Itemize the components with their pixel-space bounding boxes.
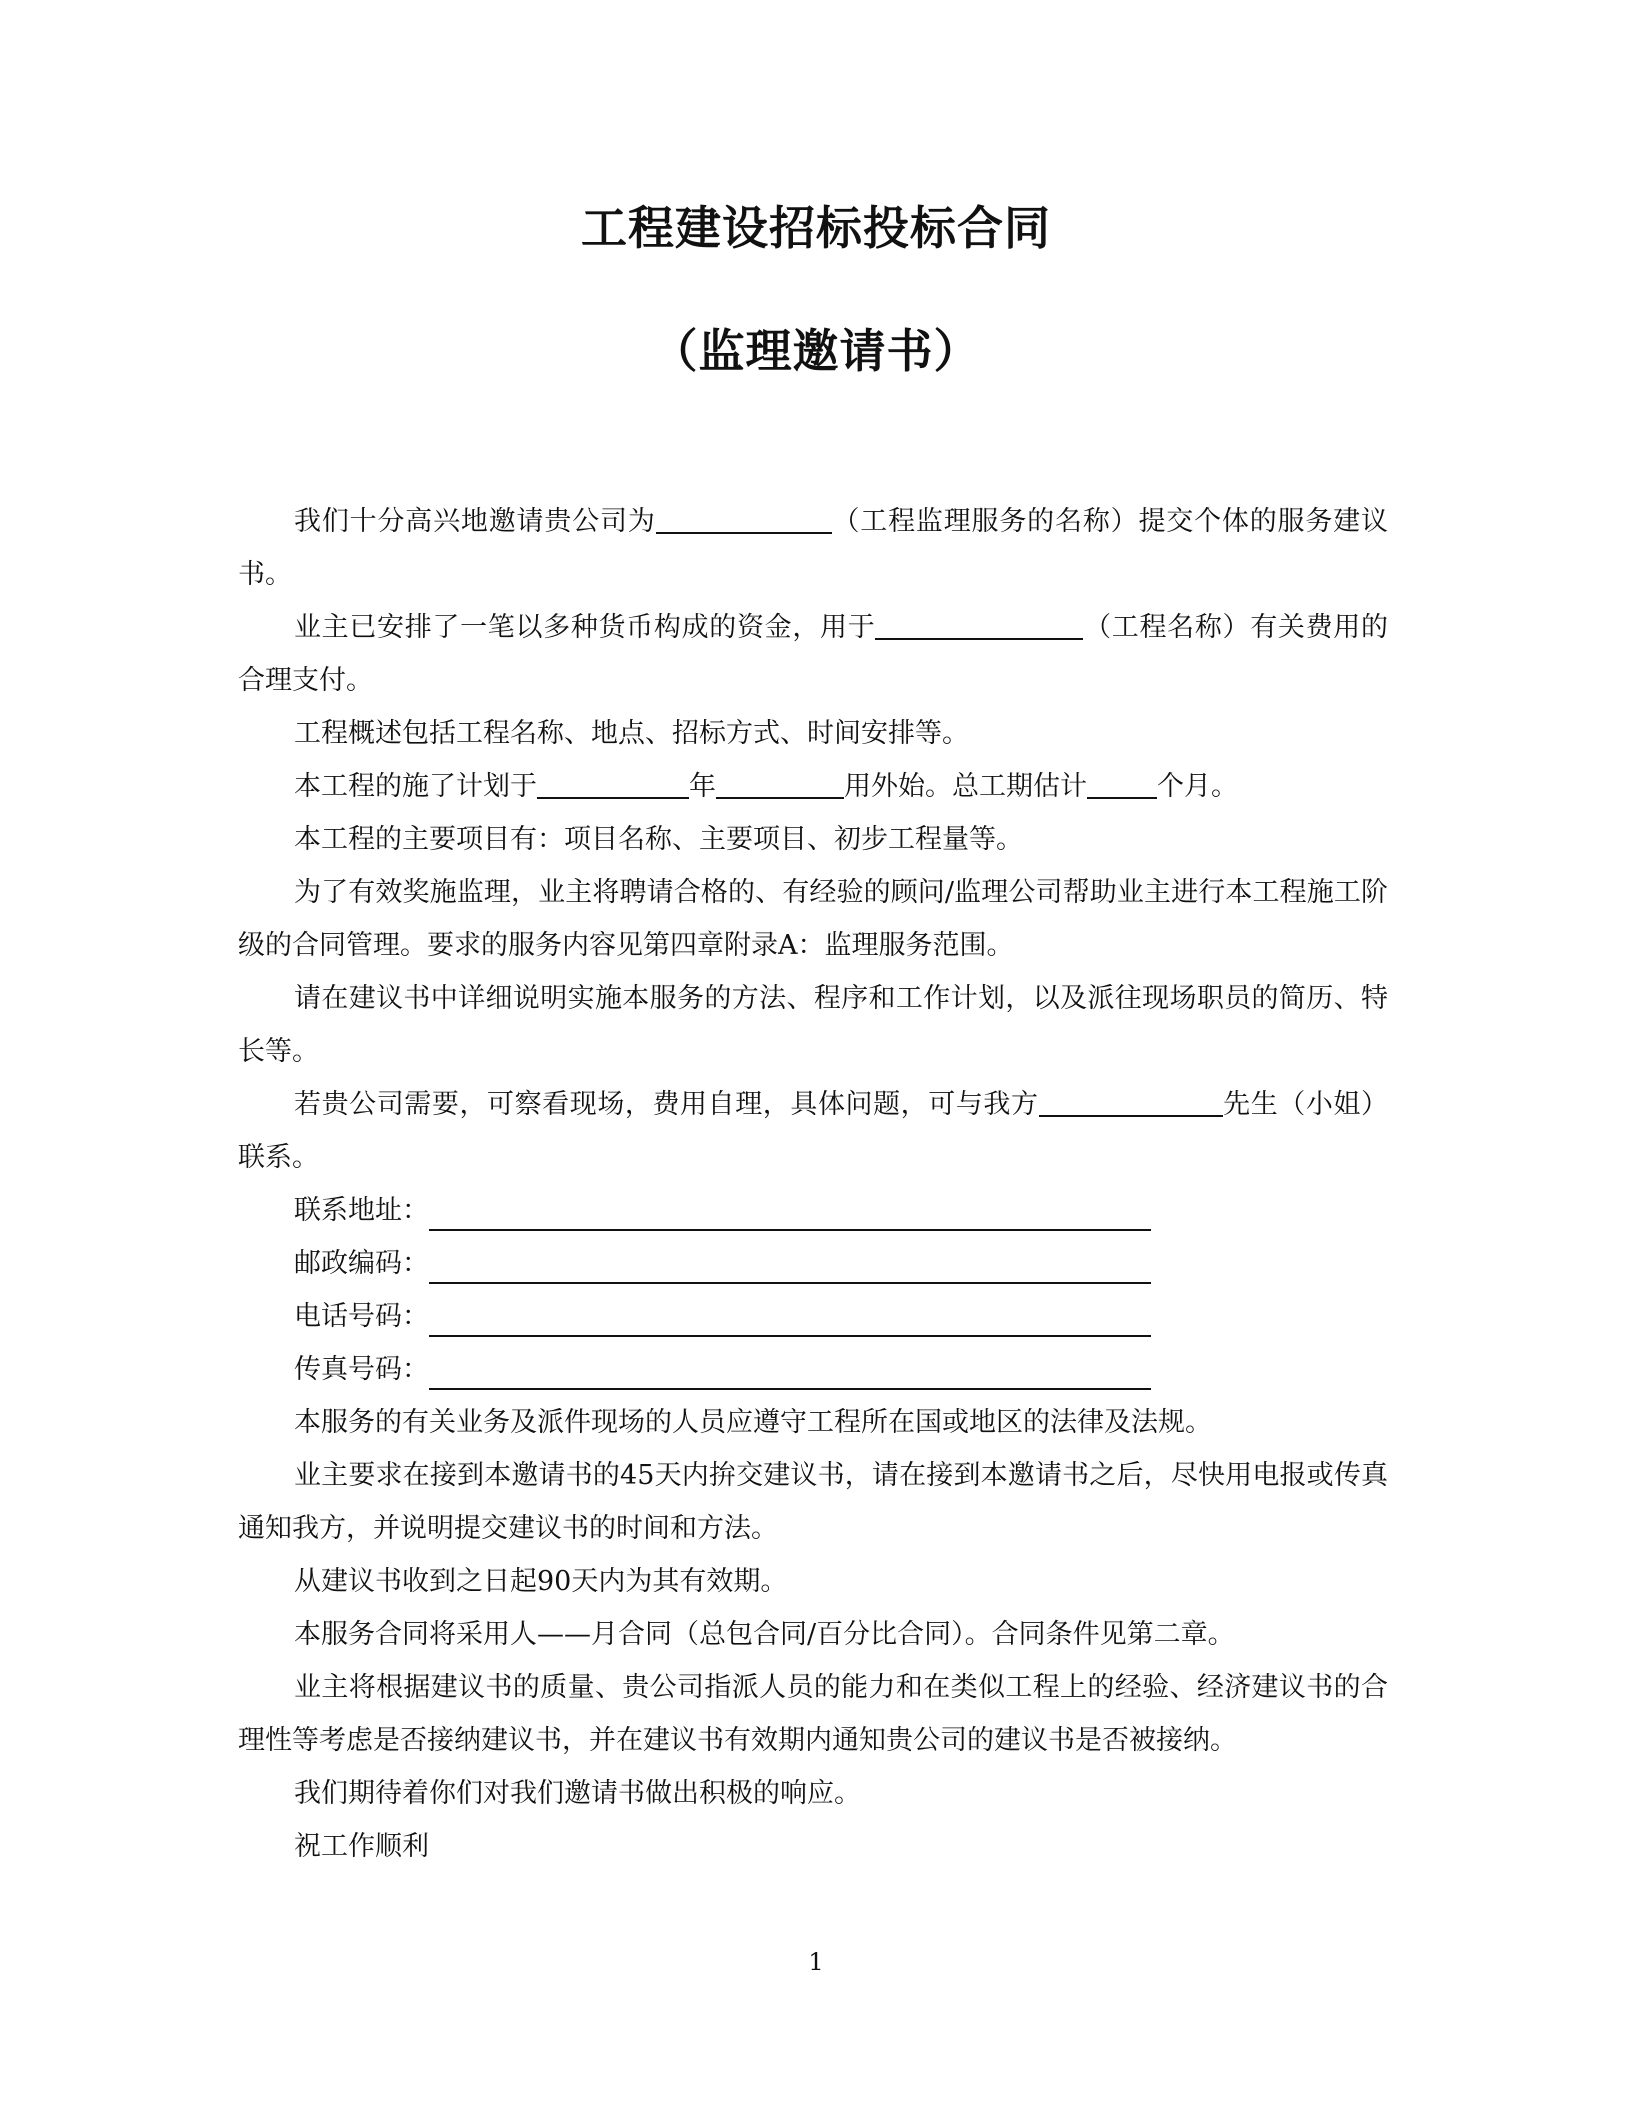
field-phone: [238, 1290, 1388, 1343]
field-fax: [238, 1343, 1388, 1396]
paragraph-text: 若贵公司需要，可察看现场，费用自理，具体问题，可与我方: [294, 1089, 1039, 1120]
field-postcode: [238, 1237, 1388, 1290]
document-title: 工程建设招标投标合同: [581, 201, 1051, 255]
paragraph-evaluation: 业主将根据建议书的质量、贵公司指派人员的能力和在类似工程上的经验、经济建议书的合理性等考虑是否接纳建议书，并在建议书有效期内通知贵公司的建议书是否被接纳。: [238, 1672, 1388, 1756]
paragraph-text: 业主已安排了一笔以多种货币构成的资金，用于: [294, 612, 876, 643]
field-label: 传真号码：: [294, 1354, 429, 1385]
paragraph-overview: 工程概述包括工程名称、地点、招标方式、时间安排等。: [294, 718, 969, 749]
blank-project-name: [875, 608, 1083, 640]
paragraph-validity: 从建议书收到之日起90天内为其有效期。: [294, 1566, 788, 1597]
paragraph-contract-type: 本服务合同将采用人——月合同（总包合同/百分比合同）。合同条件见第二章。: [294, 1619, 1235, 1650]
page-number: 1: [808, 1948, 824, 1976]
paragraph-supervision: 为了有效奖施监理，业主将聘请合格的、有经验的顾问/监理公司帮助业主进行本工程施工阶级的合同管理。要求的服务内容见第四章附录A：监理服务范围。: [238, 877, 1388, 961]
field-address-line: [429, 1189, 1151, 1231]
paragraph-laws: 本服务的有关业务及派件现场的人员应遵守工程所在国或地区的法律及法规。: [294, 1407, 1212, 1438]
field-address: [238, 1184, 1388, 1237]
paragraph-wishes: 祝工作顺利: [294, 1831, 429, 1862]
paragraph-text: 用外始。总工期估计: [844, 771, 1087, 802]
blank-duration: [1087, 767, 1157, 799]
blank-month: [716, 767, 844, 799]
blank-service-name: [656, 502, 832, 534]
blank-contact-person: [1039, 1085, 1223, 1117]
paragraph-text: （工程监理服务的名称）提交个体的服务建议书。: [238, 506, 1389, 590]
paragraph-text: （工程名称）有关费用的合理支付。: [238, 612, 1388, 696]
paragraph-text: 本工程的施了计划于: [294, 771, 537, 802]
paragraph-proposal-details: 请在建议书中详细说明实施本服务的方法、程序和工作计划，以及派往现场职员的简历、特长等。: [238, 983, 1388, 1067]
field-postcode-line: [429, 1242, 1151, 1284]
paragraph-text: 先生（小姐）联系。: [238, 1089, 1389, 1173]
paragraph-main-items: 本工程的主要项目有：项目名称、主要项目、初步工程量等。: [294, 824, 1023, 855]
blank-year: [537, 767, 689, 799]
paragraph-schedule: [238, 760, 1388, 813]
document-subtitle: （监理邀请书）: [651, 324, 981, 378]
field-label: 联系地址：: [294, 1195, 429, 1226]
paragraph-site-visit: [238, 1078, 1388, 1184]
paragraph-submission: 业主要求在接到本邀请书的45天内拚交建议书，请在接到本邀请书之后，尽快用电报或传真通知我方，并说明提交建议书的时间和方法。: [238, 1460, 1388, 1544]
paragraph-closing: 我们期待着你们对我们邀请书做出积极的响应。: [294, 1778, 861, 1809]
field-fax-line: [429, 1348, 1151, 1390]
field-phone-line: [429, 1295, 1151, 1337]
field-label: 邮政编码：: [294, 1248, 429, 1279]
paragraph-funding: [238, 601, 1388, 707]
document-body: [238, 495, 1388, 1873]
paragraph-text: 我们十分高兴地邀请贵公司为: [294, 506, 656, 537]
paragraph-text: 年: [689, 771, 716, 802]
paragraph-invitation: [238, 495, 1388, 601]
paragraph-text: 个月。: [1157, 771, 1238, 802]
field-label: 电话号码：: [294, 1301, 429, 1332]
